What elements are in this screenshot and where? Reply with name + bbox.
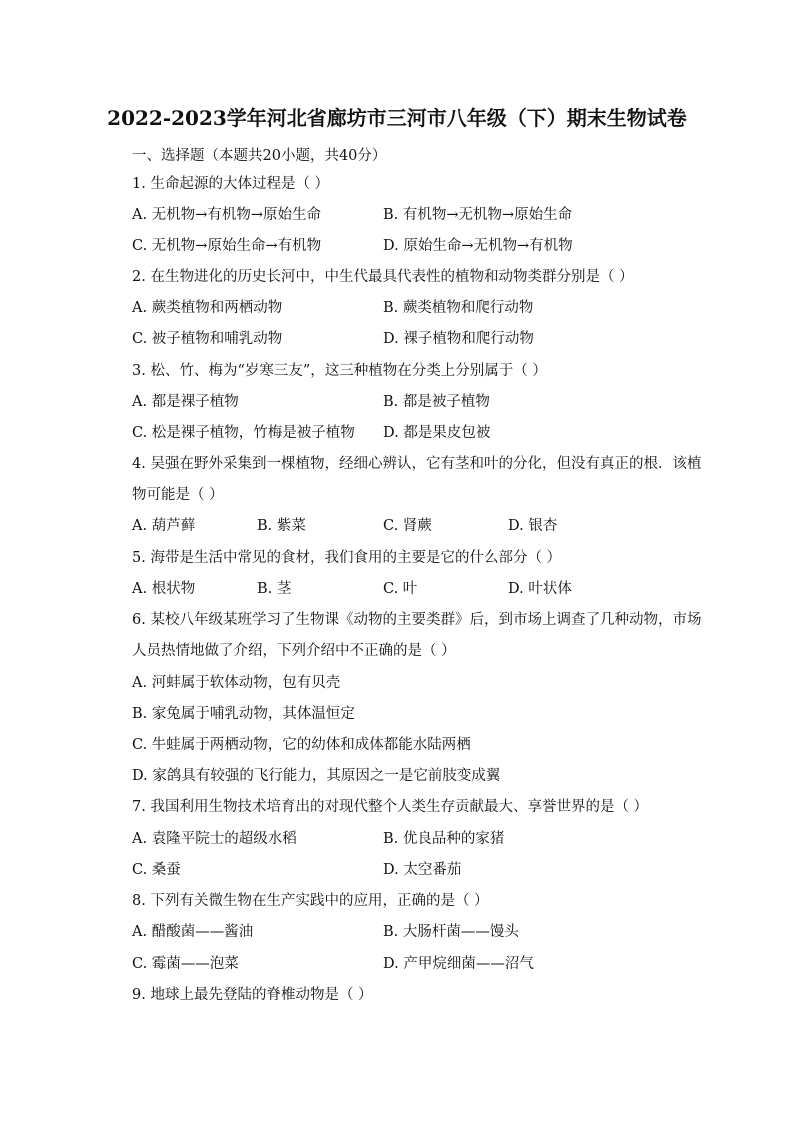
question-5-option-d: D. 叶状体 [508,581,572,597]
question-8-option-c: C. 霉菌——泡菜 [132,956,239,972]
question-8-option-b: B. 大肠杆菌——馒头 [383,924,519,940]
question-3-option-d: D. 都是果皮包被 [383,425,491,441]
question-2-option-d: D. 裸子植物和爬行动物 [383,331,534,347]
question-8-stem: 8. 下列有关微生物在生产实践中的应用，正确的是（ ） [132,893,489,909]
question-8-option-d: D. 产甲烷细菌——沼气 [383,956,534,972]
question-6-option-d: D. 家鸽具有较强的飞行能力，其原因之一是它前肢变成翼 [132,768,501,784]
question-3-option-c: C. 松是裸子植物，竹梅是被子植物 [132,425,355,441]
question-3-stem: 3. 松、竹、梅为“岁寒三友”，这三种植物在分类上分别属于（ ） [132,363,547,379]
question-7-stem: 7. 我国利用生物技术培育出的对现代整个人类生存贡献最大、享誉世界的是（ ） [132,799,649,815]
question-5-option-b: B. 茎 [257,581,292,597]
question-1-stem: 1. 生命起源的大体过程是（ ） [132,176,330,192]
question-1-option-a: A. 无机物→有机物→原始生命 [132,207,321,223]
question-2-option-c: C. 被子植物和哺乳动物 [132,331,283,347]
question-7-option-d: D. 太空番茄 [383,862,462,878]
question-6-option-c: C. 牛蛙属于两栖动物，它的幼体和成体都能水陆两栖 [132,737,471,753]
question-4-option-a: A. 葫芦藓 [132,518,196,534]
question-6-stem-continued: 人员热情地做了介绍，下列介绍中不正确的是（ ） [132,643,456,659]
question-5-option-c: C. 叶 [383,581,418,597]
question-6-stem: 6. 某校八年级某班学习了生物课《动物的主要类群》后，到市场上调查了几种动物，市场 [132,612,702,628]
question-9-stem: 9. 地球上最先登陆的脊椎动物是（ ） [132,987,373,1003]
question-2-option-b: B. 蕨类植物和爬行动物 [383,300,534,316]
exam-title: 2022-2023学年河北省廊坊市三河市八年级（下）期末生物试卷 [107,106,687,130]
question-6-option-a: A. 河蚌属于软体动物，包有贝壳 [132,675,341,691]
question-6-option-b: B. 家兔属于哺乳动物，其体温恒定 [132,706,355,722]
question-2-stem: 2. 在生物进化的历史长河中，中生代最具代表性的植物和动物类群分别是（ ） [132,269,634,285]
question-1-option-d: D. 原始生命→无机物→有机物 [383,238,573,254]
question-4-option-d: D. 银杏 [508,518,558,534]
question-4-stem-continued: 物可能是（ ） [132,487,224,503]
question-1-option-b: B. 有机物→无机物→原始生命 [383,207,573,223]
question-4-option-c: C. 肾蕨 [383,518,432,534]
question-7-option-c: C. 桑蚕 [132,862,181,878]
question-8-option-a: A. 醋酸菌——酱油 [132,924,254,940]
question-5-option-a: A. 根状物 [132,581,196,597]
question-7-option-b: B. 优良品种的家猪 [383,831,505,847]
section-heading: 一、选择题（本题共20小题，共40分） [132,148,387,164]
question-3-option-b: B. 都是被子植物 [383,394,490,410]
question-7-option-a: A. 袁隆平院士的超级水稻 [132,831,297,847]
question-4-option-b: B. 紫菜 [257,518,306,534]
question-5-stem: 5. 海带是生活中常见的食材，我们食用的主要是它的什么部分（ ） [132,550,562,566]
question-1-option-c: C. 无机物→原始生命→有机物 [132,238,322,254]
question-4-stem: 4. 吴强在野外采集到一棵植物，经细心辨认，它有茎和叶的分化，但没有真正的根．该植 [132,456,702,472]
question-2-option-a: A. 蕨类植物和两栖动物 [132,300,283,316]
question-3-option-a: A. 都是裸子植物 [132,394,239,410]
